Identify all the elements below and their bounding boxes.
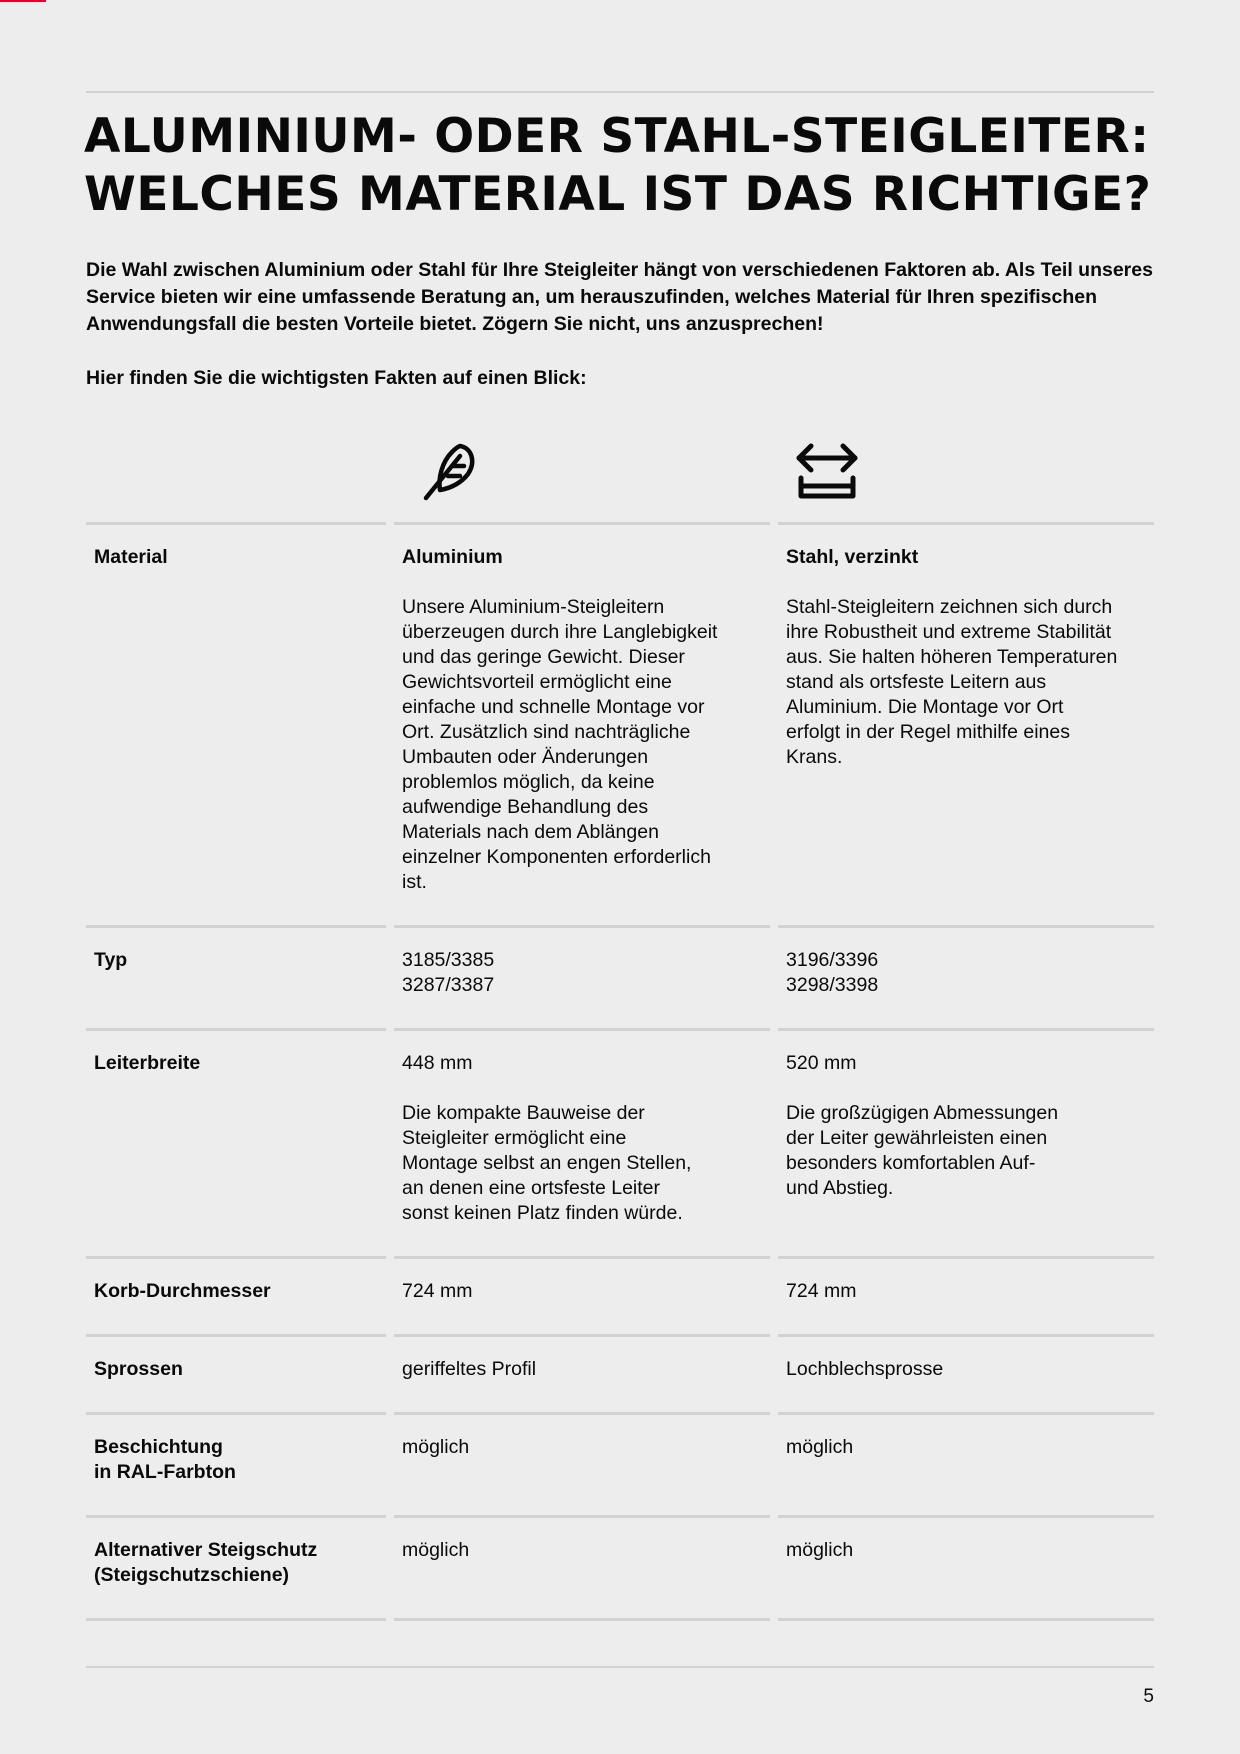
width-arrows-icon [795,440,859,504]
table-bottom-rule [86,1618,1154,1621]
steel-width-value: 520 mm [786,1052,857,1074]
aluminium-cell [394,522,770,925]
row-label [86,1334,386,1412]
aluminium-width-description: Die kompakte Bauweise der Steigleiter ermöglicht eine Montage selbst an engen Stellen, an denen eine ortsfeste Leiter sonst keinen Platz finden würde. [402,1102,692,1224]
table-row-leiterbreite [86,1028,1154,1256]
table-row-typ [86,925,1154,1028]
row-label [86,522,386,925]
row-label [86,1256,386,1334]
steel-cell [778,1334,1154,1412]
steel-cell [778,1412,1154,1515]
aluminium-heading: Aluminium [402,546,503,568]
bottom-rule-segment [778,1618,1154,1621]
bottom-rule-segment [86,1618,386,1621]
page-title-line-2: WELCHES MATERIAL IST DAS RICHTIGE? [84,167,1152,222]
row-label [86,925,386,1028]
steel-cell [778,1028,1154,1256]
aluminium-cell [394,925,770,1028]
row-label [86,1412,386,1515]
accent-mark [0,0,46,2]
aluminium-type-values: 3185/3385 3287/3387 [402,949,495,996]
aluminium-cell [394,1028,770,1256]
steel-cell [778,925,1154,1028]
steel-steigschutz-value: möglich [786,1539,854,1561]
aluminium-cell [394,1515,770,1618]
bottom-rule-segment [394,1618,770,1621]
table-row-steigschutz [86,1515,1154,1618]
comparison-table [86,522,1154,1621]
steel-cell [778,522,1154,925]
steel-type-values: 3196/3396 3298/3398 [786,949,879,996]
row-label-text: Leiterbreite [94,1052,201,1074]
table-row-material [86,522,1154,925]
aluminium-korb-value: 724 mm [402,1280,473,1302]
row-label-text: Korb-Durchmesser [94,1280,271,1302]
aluminium-cell [394,1256,770,1334]
row-label [86,1515,386,1618]
steel-sprossen-value: Lochblechsprosse [786,1358,944,1380]
steel-korb-value: 724 mm [786,1280,857,1302]
steel-cell [778,1256,1154,1334]
row-label-text: Material [94,546,168,568]
aluminium-description: Unsere Aluminium-Steigleitern überzeugen durch ihre Langlebigkeit und das geringe Gewicht. Dieser Gewichtsvorteil ermöglicht eine einfache und schnelle Montage vor Ort. Zusätzlich sind nachträgliche Umbauten oder Änderungen problemlos möglich, da keine aufwendige Behandlung des Materials nach dem Ablängen einzelner Komponenten erforderlich ist. [402,596,718,893]
intro-paragraph: Die Wahl zwischen Aluminium oder Stahl für Ihre Steigleiter hängt von verschiedenen Faktoren ab. Als Teil unseres Service bieten wir eine umfassende Beratung an, um herauszufinden, welches Material für Ihren spezifischen Anwendungsfall die besten Vorteile bietet. Zögern Sie nicht, uns anzusprechen! [86,259,1153,335]
aluminium-width-value: 448 mm [402,1052,473,1074]
top-rule [86,91,1154,93]
feather-icon [416,440,480,504]
steel-cell [778,1515,1154,1618]
aluminium-steigschutz-value: möglich [402,1539,470,1561]
row-label [86,1028,386,1256]
aluminium-sprossen-value: geriffeltes Profil [402,1358,537,1380]
aluminium-cell [394,1412,770,1515]
bottom-rule [86,1666,1154,1668]
steel-width-description: Die großzügigen Abmessungen der Leiter gewährleisten einen besonders komfortablen Auf- und Abstieg. [786,1102,1059,1199]
row-label-text: Typ [94,949,128,971]
steel-description: Stahl-Steigleitern zeichnen sich durch ihre Robustheit und extreme Stabilität aus. Sie halten höheren Temperaturen stand als ortsfeste Leitern aus Aluminium. Die Montage vor Ort erfolgt in der Regel mithilfe eines Krans. [786,596,1118,768]
aluminium-beschichtung-value: möglich [402,1436,470,1458]
steel-heading: Stahl, verzinkt [786,546,919,568]
table-row-sprossen [86,1334,1154,1412]
row-label-text: Beschichtung in RAL-Farbton [94,1436,236,1483]
table-row-beschichtung [86,1412,1154,1515]
page-number: 5 [1143,1686,1154,1707]
table-row-korb [86,1256,1154,1334]
steel-beschichtung-value: möglich [786,1436,854,1458]
lead-text: Hier finden Sie die wichtigsten Fakten auf einen Blick: [86,367,587,389]
row-label-text: Alternativer Steigschutz (Steigschutzschiene) [94,1539,318,1586]
row-label-text: Sprossen [94,1358,183,1380]
page-title [84,108,1164,224]
page-title-line-1: ALUMINIUM- ODER STAHL-STEIGLEITER: [84,109,1150,164]
aluminium-cell [394,1334,770,1412]
